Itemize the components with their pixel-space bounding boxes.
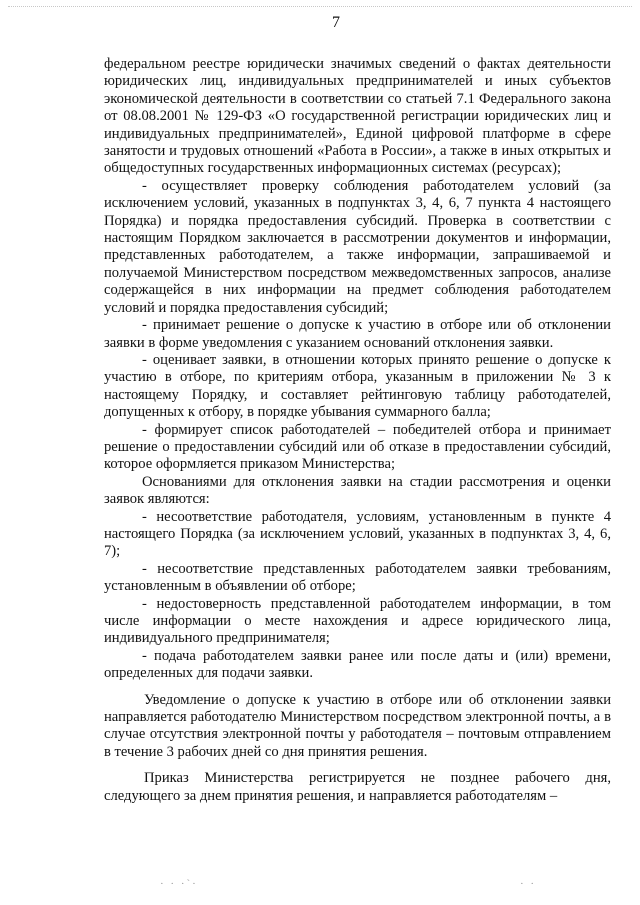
page-number: 7 xyxy=(332,14,340,31)
paragraph-5: - формирует список работодателей – победителей отбора и принимает решение о предоставлении субсидий или об отказе в предоставлении субсидий, которое оформляется приказом Министерства; xyxy=(104,421,611,473)
paragraph-1: федеральном реестре юридически значимых сведений о фактах деятельности юридических лиц, индивидуальных предпринимателей и иных субъектов экономической деятельности в соответствии со статьей 7.1 Федерального закона от 08.08.2001 № 129-ФЗ «О государственной регистрации юридических лиц и индивидуальных предпринимателей», Единой цифровой платформе в сфере занятости и трудовых отношений «Работа в России», а также в иных открытых и общедоступных государственных информационных системах (ресурсах); xyxy=(104,56,611,177)
paragraph-11: Уведомление о допуске к участию в отборе или об отклонении заявки направляется работодателю Министерством посредством электронной почты, а в случае отсутствия электронной почты у работодателя – почтовым отправлением в течение 3 рабочих дней со дня принятия решения. xyxy=(104,691,611,760)
paragraph-4: - оценивает заявки, в отношении которых принято решение о допуске к участию в отборе, по критериям отбора, указанным в приложении № 3 к настоящему Порядку, и составляет рейтинговую таблицу работодателей, допущенных к отбору, в порядке убывания суммарного балла; xyxy=(104,351,611,421)
paragraph-6: Основаниями для отклонения заявки на стадии рассмотрения и оценки заявок являются: xyxy=(104,473,611,508)
scan-top-edge xyxy=(8,6,632,8)
paragraph-8: - несоответствие представленных работодателем заявки требованиям, установленным в объявлении об отборе; xyxy=(104,560,611,595)
paragraph-3: - принимает решение о допуске к участию в отборе или об отклонении заявки в форме уведомления с указанием оснований отклонения заявки. xyxy=(104,317,611,351)
paragraph-12: Приказ Министерства регистрируется не позднее рабочего дня, следующего за днем принятия решения, и направляется работодателям – xyxy=(104,770,611,804)
scan-artifact-left: · · ·`· xyxy=(160,878,198,890)
paragraph-10: - подача работодателем заявки ранее или после даты и (или) времени, определенных для подачи заявки. xyxy=(104,647,611,682)
body-text xyxy=(104,56,611,805)
paragraph-9: - недостоверность представленной работодателем информации, в том числе информации о месте нахождения и адресе юридического лица, индивидуального предпринимателя; xyxy=(104,595,611,647)
paragraph-7: - несоответствие работодателя, условиям, установленным в пункте 4 настоящего Порядка (за исключением условий, указанных в подпунктах 3, 4, 6, 7); xyxy=(104,508,611,560)
scan-artifact-right: · · xyxy=(520,878,537,890)
paragraph-2: - осуществляет проверку соблюдения работодателем условий (за исключением условий, указанных в подпунктах 3, 4, 6, 7 пункта 4 настоящего Порядка) и порядка предоставления субсидий. Проверка в соответствии с настоящим Порядком заключается в рассмотрении документов и информации, представленных работодателем, а также информации, запрашиваемой и получаемой Министерством посредством межведомственных запросов, анализе содержащейся в них информации на предмет соблюдения работодателем условий и порядка предоставления субсидий; xyxy=(104,177,611,316)
